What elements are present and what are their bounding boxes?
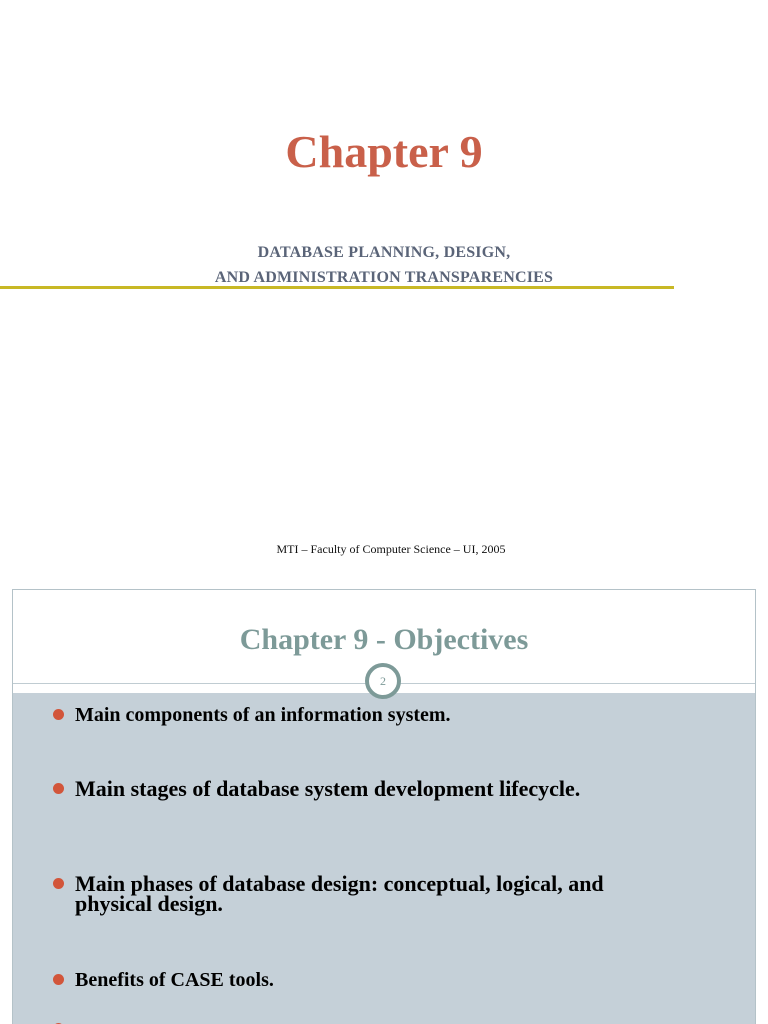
objectives-title: Chapter 9 - Objectives: [239, 623, 529, 656]
bullet-dot-icon: [53, 974, 64, 985]
slide-number-badge: 2: [365, 663, 401, 699]
bullet-text: Main stages of database system development lifecycle.: [75, 776, 581, 801]
bullet-dot-icon: [53, 783, 64, 794]
chapter-title: Chapter 9: [285, 126, 483, 177]
bullet-text: Benefits of CASE tools.: [75, 969, 274, 991]
bullet-text: Main phases of database design: conceptual, logical, and physical design.: [75, 871, 604, 916]
bullet-text: Main components of an information system.: [75, 704, 451, 726]
bullet-dot-icon: [53, 878, 64, 889]
slide-footer: MTI – Faculty of Computer Science – UI, 2005: [276, 542, 506, 556]
title-divider: [0, 286, 674, 289]
chapter-subtitle: [0, 240, 768, 290]
objectives-slide: [12, 589, 756, 1024]
bullet-dot-icon: [53, 709, 64, 720]
subtitle-line-1: DATABASE PLANNING, DESIGN,: [257, 244, 511, 261]
subtitle-line-2: AND ADMINISTRATION TRANSPARENCIES: [214, 269, 554, 286]
